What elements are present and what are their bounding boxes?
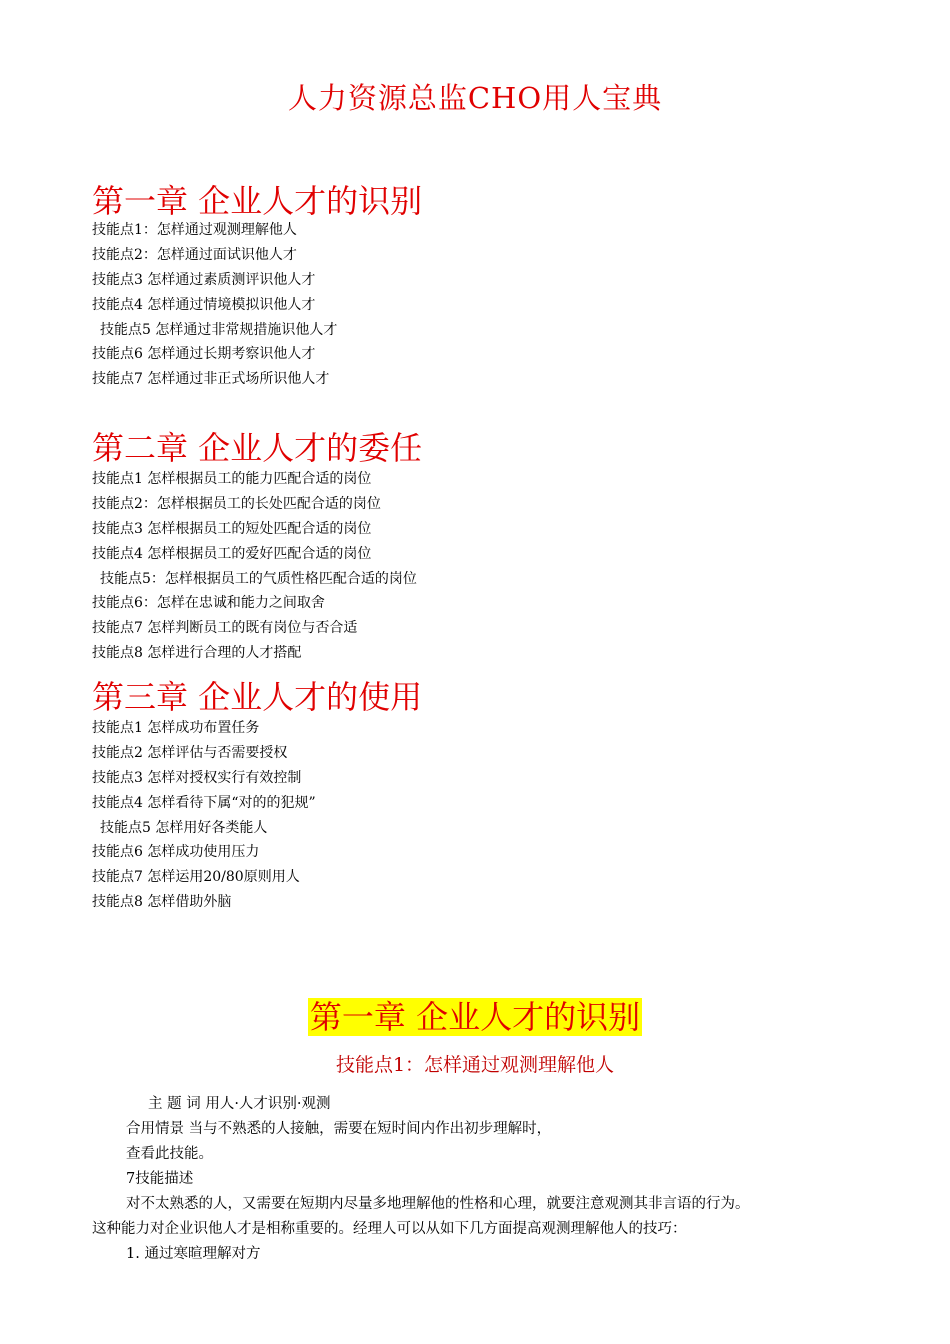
skill-item: 技能点2：怎样通过面试识他人才 bbox=[92, 246, 297, 263]
highlighted-heading-text: 第一章 企业人才的识别 bbox=[309, 998, 641, 1036]
chapter-2-heading: 第二章 企业人才的委任 bbox=[92, 429, 423, 467]
skill-item: 技能点2：怎样根据员工的长处匹配合适的岗位 bbox=[92, 495, 381, 512]
skill-description-heading: 7技能描述 bbox=[126, 1171, 194, 1187]
chapter-2-skill-list bbox=[92, 467, 417, 666]
skill-item: 技能点6：怎样在忠诚和能力之间取舍 bbox=[92, 595, 325, 612]
skill-item: 技能点5 怎样用好各类能人 bbox=[100, 819, 268, 836]
skill-item: 技能点7 怎样通过非正式场所识他人才 bbox=[92, 371, 330, 388]
skill-item: 技能点4 怎样根据员工的爱好匹配合适的岗位 bbox=[92, 545, 372, 562]
skill-item: 技能点8 怎样借助外脑 bbox=[92, 894, 232, 911]
skill-item: 技能点1 怎样成功布置任务 bbox=[92, 720, 260, 736]
skill-item: 技能点3 怎样根据员工的短处匹配合适的岗位 bbox=[92, 520, 372, 537]
skill-item: 技能点1：怎样通过观测理解他人 bbox=[92, 222, 297, 238]
section-chapter-heading bbox=[0, 992, 950, 1038]
chapter-3-heading: 第三章 企业人才的使用 bbox=[92, 678, 423, 716]
skill-item: 技能点3 怎样通过素质测评识他人才 bbox=[92, 271, 316, 288]
skill-item: 技能点1 怎样根据员工的能力匹配合适的岗位 bbox=[92, 471, 372, 487]
section-skill-heading: 技能点1：怎样通过观测理解他人 bbox=[335, 1054, 615, 1076]
description-paragraph-line: 这种能力对企业识他人才是相称重要的。经理人可以从如下几方面提高观测理解他人的技巧： bbox=[92, 1221, 687, 1237]
description-paragraph-line: 对不太熟悉的人，又需要在短期内尽量多地理解他的性格和心理，就要注意观测其非言语的行为。 bbox=[126, 1196, 750, 1212]
skill-item: 技能点7 怎样运用20/80原则用人 bbox=[92, 869, 300, 886]
skill-item: 技能点4 怎样通过情境模拟识他人才 bbox=[92, 296, 316, 313]
document-title: 人力资源总监CHO用人宝典 bbox=[287, 81, 663, 115]
skill-item: 技能点8 怎样进行合理的人才搭配 bbox=[92, 645, 302, 662]
scenario-line-cont: 查看此技能。 bbox=[126, 1146, 213, 1162]
scenario-line: 合用情景 当与不熟悉的人接触，需要在短时间内作出初步理解时， bbox=[126, 1121, 552, 1137]
numbered-item: 1. 通过寒暄理解对方 bbox=[126, 1246, 261, 1262]
skill-item: 技能点7 怎样判断员工的既有岗位与否合适 bbox=[92, 620, 358, 637]
keywords-line: 主 题 词 用人·人才识别·观测 bbox=[148, 1096, 331, 1112]
skill-item: 技能点5 怎样通过非常规措施识他人才 bbox=[100, 321, 338, 338]
chapter-1-skill-list bbox=[92, 218, 337, 392]
skill-item: 技能点3 怎样对授权实行有效控制 bbox=[92, 769, 302, 786]
skill-item: 技能点6 怎样成功使用压力 bbox=[92, 844, 260, 861]
skill-item: 技能点2 怎样评估与否需要授权 bbox=[92, 744, 288, 761]
skill-item: 技能点4 怎样看待下属“对的的犯规” bbox=[92, 794, 316, 811]
chapter-3-skill-list bbox=[92, 716, 316, 915]
skill-item: 技能点6 怎样通过长期考察识他人才 bbox=[92, 346, 316, 363]
skill-item: 技能点5：怎样根据员工的气质性格匹配合适的岗位 bbox=[100, 570, 417, 587]
chapter-1-heading: 第一章 企业人才的识别 bbox=[92, 182, 423, 220]
